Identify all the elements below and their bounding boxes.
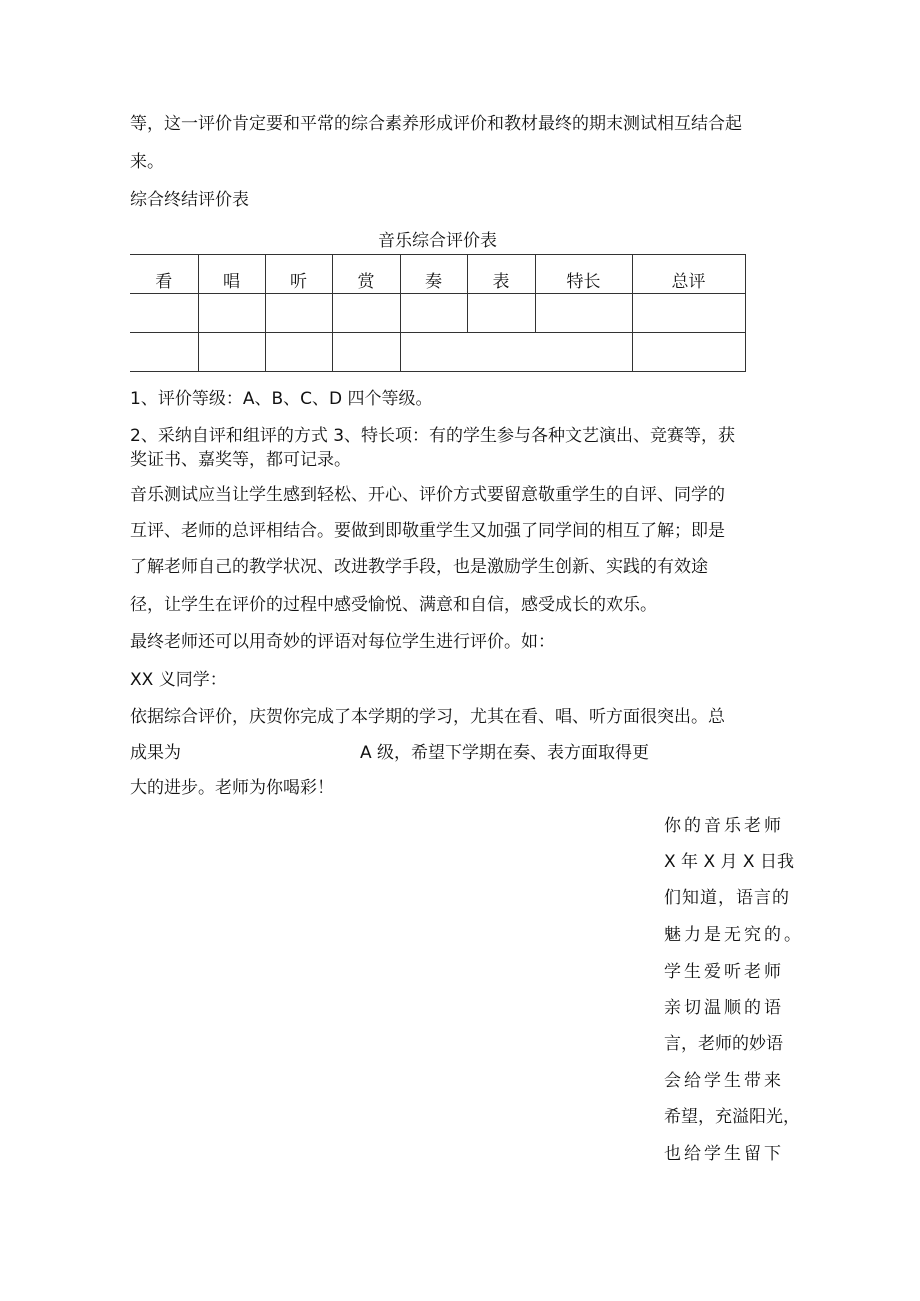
header-cell-techang: 特长 bbox=[535, 255, 632, 294]
letter-line-3: 大的进步。老师为你喝彩！ bbox=[130, 778, 334, 798]
table-cell bbox=[467, 294, 535, 333]
evaluation-table bbox=[130, 254, 746, 372]
body-paragraph-line-5: 最终老师还可以用奇妙的评语对每位学生进行评价。如： bbox=[130, 632, 555, 652]
signature-line-2: X 年 X 月 X 日我 bbox=[664, 852, 794, 872]
header-cell-zou: 奏 bbox=[400, 255, 467, 294]
section-title: 综合终结评价表 bbox=[130, 190, 249, 210]
header-cell-chang: 唱 bbox=[198, 255, 265, 294]
note-1: 1、评价等级：A、B、C、D 四个等级。 bbox=[130, 389, 433, 409]
header-cell-biao: 表 bbox=[467, 255, 535, 294]
table-cell bbox=[130, 294, 198, 333]
body-paragraph-line-4: 径，让学生在评价的过程中感受愉悦、满意和自信，感受成长的欢乐。 bbox=[130, 595, 657, 615]
signature-line-5: 学生爱听老师 bbox=[664, 962, 784, 982]
table-cell bbox=[265, 333, 332, 372]
body-paragraph-line-2: 互评、老师的总评相结合。要做到即敬重学生又加强了同学间的相互了解；即是 bbox=[130, 521, 725, 541]
table-cell-merged bbox=[400, 333, 632, 372]
body-paragraph-line-3: 了解老师自己的教学状况、改进教学手段，也是激励学生创新、实践的有效途 bbox=[130, 557, 708, 577]
note-2-line-1: 2、采纳自评和组评的方式 3、特长项：有的学生参与各种文艺演出、竞赛等，获 bbox=[130, 426, 736, 446]
table-cell bbox=[265, 294, 332, 333]
header-cell-ting: 听 bbox=[265, 255, 332, 294]
table-cell bbox=[332, 294, 400, 333]
table-cell bbox=[535, 294, 632, 333]
signature-line-1: 你的音乐老师 bbox=[664, 816, 784, 836]
letter-line-2b: A 级，希望下学期在奏、表方面取得更 bbox=[360, 743, 650, 763]
header-cell-shang: 赏 bbox=[332, 255, 400, 294]
signature-line-3: 们知道，语言的 bbox=[664, 888, 790, 908]
table-cell bbox=[332, 333, 400, 372]
table-header-row bbox=[130, 255, 745, 294]
table-cell bbox=[632, 333, 745, 372]
header-cell-zongping: 总评 bbox=[632, 255, 745, 294]
note-2-line-2: 奖证书、嘉奖等，都可记录。 bbox=[130, 450, 351, 470]
table-cell bbox=[198, 333, 265, 372]
signature-line-4: 魅力是无究的。 bbox=[664, 925, 804, 945]
signature-line-10: 也给学生留下 bbox=[664, 1144, 784, 1164]
table-cell bbox=[632, 294, 745, 333]
table-caption: 音乐综合评价表 bbox=[378, 231, 497, 251]
table-cell bbox=[198, 294, 265, 333]
table-cell bbox=[130, 333, 198, 372]
letter-greeting: XX 义同学： bbox=[130, 670, 227, 690]
signature-line-9: 希望，充溢阳光， bbox=[664, 1107, 800, 1127]
signature-line-8: 会给学生带来 bbox=[664, 1071, 784, 1091]
intro-line-2: 来。 bbox=[130, 152, 164, 172]
signature-line-7: 言，老师的妙语 bbox=[664, 1034, 783, 1054]
signature-line-6: 亲切温顺的语 bbox=[664, 998, 784, 1018]
letter-line-1: 依据综合评价，庆贺你完成了本学期的学习，尤其在看、唱、听方面很突出。总 bbox=[130, 707, 725, 727]
header-cell-kan: 看 bbox=[130, 255, 198, 294]
intro-line-1: 等，这一评价肯定要和平常的综合素养形成评价和教材最终的期末测试相互结合起 bbox=[130, 114, 742, 134]
body-paragraph-line-1: 音乐测试应当让学生感到轻松、开心、评价方式要留意敬重学生的自评、同学的 bbox=[130, 485, 725, 505]
table-row bbox=[130, 294, 745, 333]
table-cell bbox=[400, 294, 467, 333]
letter-line-2a: 成果为 bbox=[130, 743, 181, 763]
table-row bbox=[130, 333, 745, 372]
